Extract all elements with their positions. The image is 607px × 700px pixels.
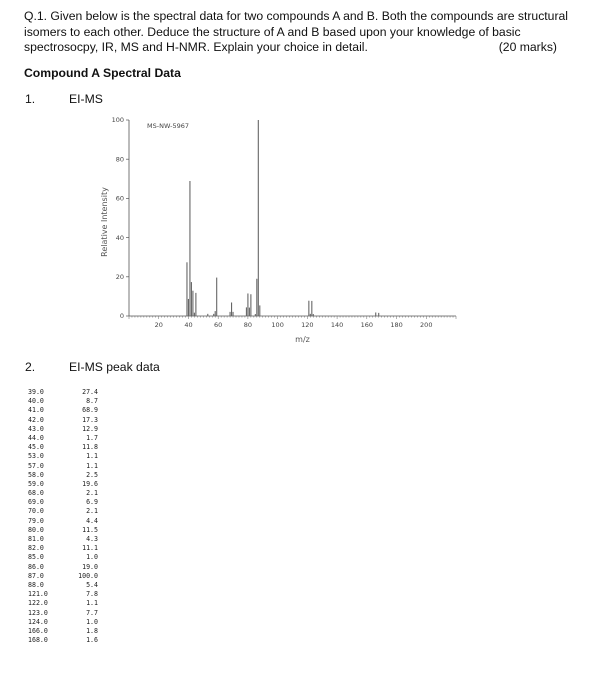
x-axis-label: m/z <box>295 335 310 344</box>
x-tick-label: 40 <box>184 321 193 329</box>
peak-mz: 59.0 <box>28 479 44 488</box>
marks-label: (20 marks) <box>498 40 557 54</box>
y-axis-label: Relative Intensity <box>100 187 109 257</box>
peak-mz: 68.0 <box>28 489 44 498</box>
peak-intensity: 8.7 <box>86 397 98 406</box>
peak-intensity: 19.0 <box>82 562 98 571</box>
x-tick-label: 180 <box>390 321 403 329</box>
chart-ticks <box>112 116 433 329</box>
peak-mz: 45.0 <box>28 443 44 452</box>
x-tick-label: 200 <box>420 321 433 329</box>
peak-intensity: 7.7 <box>86 608 98 617</box>
y-tick-label: 40 <box>115 233 124 242</box>
peak-intensity: 1.1 <box>86 461 98 470</box>
question-line: isomers to each other. Deduce the structure of A and B based upon your knowledge of basic <box>24 24 521 39</box>
peak-intensity: 100.0 <box>78 571 98 580</box>
peak-mz: 41.0 <box>28 406 44 415</box>
chart-bars <box>187 120 379 316</box>
peak-mz: 80.0 <box>28 525 44 534</box>
peak-intensity: 1.6 <box>86 636 98 645</box>
peak-mz: 85.0 <box>28 553 44 562</box>
peak-mz: 88.0 <box>28 580 44 589</box>
x-tick-label: 100 <box>271 321 284 329</box>
peak-mz: 79.0 <box>28 516 44 525</box>
peak-intensity: 4.4 <box>86 516 98 525</box>
section-title: Compound A Spectral Data <box>24 66 181 80</box>
y-tick-label: 20 <box>115 273 124 281</box>
question-line: spectrosocpy, IR, MS and H-NMR. Explain your choice in detail. <box>24 40 368 55</box>
item-label: EI-MS peak data <box>69 360 160 374</box>
peak-intensity: 1.1 <box>86 599 98 608</box>
y-tick-label: 0 <box>119 312 124 321</box>
peak-mz: 69.0 <box>28 498 44 507</box>
peak-mz: 70.0 <box>28 507 44 516</box>
peak-intensity: 11.1 <box>82 544 98 553</box>
item-number: 2. <box>25 360 36 374</box>
peak-intensity: 1.7 <box>86 433 98 442</box>
peak-intensity: 2.5 <box>86 470 98 479</box>
item-number: 1. <box>25 92 36 106</box>
peak-mz: 44.0 <box>28 433 44 442</box>
peak-intensity: 68.9 <box>82 406 98 415</box>
peak-intensity: 12.9 <box>82 424 98 433</box>
x-tick-label: 80 <box>243 321 253 329</box>
peak-mz: 86.0 <box>28 562 44 571</box>
peak-mz: 81.0 <box>28 535 44 543</box>
peak-mz: 39.0 <box>28 388 44 396</box>
peak-mz: 122.0 <box>28 599 48 608</box>
peak-intensity: 11.8 <box>82 443 98 452</box>
item-label: EI-MS <box>69 92 103 106</box>
y-tick-label: 100 <box>111 116 124 125</box>
peak-mz: 57.0 <box>28 461 44 470</box>
peak-intensity: 6.9 <box>86 498 98 507</box>
peak-intensity: 27.4 <box>82 388 98 396</box>
y-tick-label: 60 <box>115 194 124 203</box>
peak-intensity: 19.6 <box>82 479 98 488</box>
x-tick-label: 20 <box>154 321 163 329</box>
peak-mz: 166.0 <box>28 626 48 635</box>
peak-mz: 42.0 <box>28 415 44 424</box>
peak-intensity: 7.8 <box>86 590 98 599</box>
peak-mz: 87.0 <box>28 571 44 580</box>
peak-mz: 40.0 <box>28 397 44 406</box>
peak-intensity: 17.3 <box>82 415 98 424</box>
peak-intensity: 1.0 <box>86 553 98 562</box>
peak-mz: 58.0 <box>28 470 44 479</box>
y-tick-label: 80 <box>115 155 124 164</box>
peak-intensity: 2.1 <box>86 507 98 516</box>
peak-mz: 121.0 <box>28 590 48 599</box>
peak-intensity: 11.5 <box>82 525 98 534</box>
peak-mz: 123.0 <box>28 608 48 617</box>
peak-intensity: 1.8 <box>86 626 98 635</box>
peak-intensity: 5.4 <box>86 580 98 589</box>
chart-title: MS-NW-5967 <box>147 122 189 130</box>
peak-mz: 43.0 <box>28 424 44 433</box>
x-tick-label: 140 <box>330 321 344 329</box>
peak-intensity: 4.3 <box>86 535 98 543</box>
x-tick-label: 160 <box>360 321 374 329</box>
chart-axes <box>126 120 456 319</box>
peak-mz: 53.0 <box>28 452 44 461</box>
peak-intensity: 2.1 <box>86 489 98 498</box>
peak-intensity: 1.0 <box>86 617 98 626</box>
peak-mz: 82.0 <box>28 544 44 553</box>
peak-mz: 124.0 <box>28 617 48 626</box>
x-tick-label: 120 <box>301 321 314 329</box>
x-tick-label: 60 <box>214 321 223 329</box>
peak-intensity: 1.1 <box>86 452 98 461</box>
question-line: Q.1. Given below is the spectral data for two compounds A and B. Both the compounds are structural <box>24 9 568 23</box>
peak-mz: 168.0 <box>28 636 48 645</box>
